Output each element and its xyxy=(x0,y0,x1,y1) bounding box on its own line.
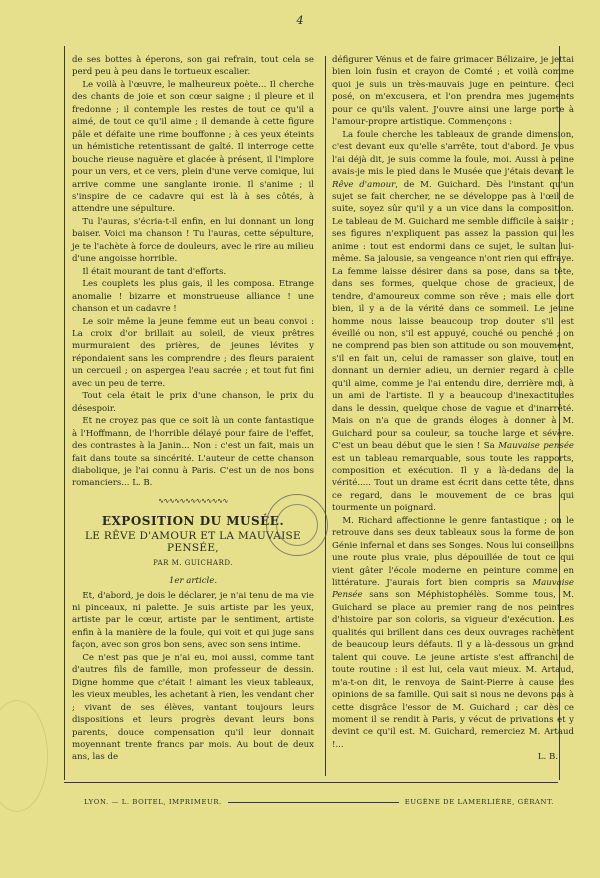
section-subtitle: LE RÊVE D'AMOUR ET LA MAUVAISE PENSÉE, xyxy=(84,529,301,555)
signature: L. B. xyxy=(537,752,558,763)
footer-dash xyxy=(228,802,399,803)
stamp-inner-ring xyxy=(276,504,318,546)
paragraph xyxy=(332,129,574,515)
left-column xyxy=(72,54,314,764)
paragraph: défigurer Vénus et de faire grimacer Bélizaire, je jettai bien loin fusin et crayon de Comté ; et voilà comme quoi je suis un très-mauvais juge en peinture. Ceci posé, on m'excusera, et l'on prendra mes jugements pour ce qu'ils valent. J'ouvre ainsi une large porte à l'amour-propre artistique. Commençons : xyxy=(332,55,574,128)
paragraph-text: sans son Méphistophélès. Somme tous, M. Guichard se place au premier rang de nos peintres d'histoire par son coloris, sa vigueur d'exécution. Les qualités qui brillent dans ces deux ouvrages rachètent de beaucoup leurs défauts. Il y a là-dessous un grand talent qui couve. Le jeune artiste s'est affranchi de toute routine : il est lui, cela vaut mieux. M. Artaud, m'a-t-on dit, le renvoya de Saint-Pierre à cause des opinions de sa famille. Qui sait si nous ne devons pas à cette disgrâce l'essor de M. Guichard ; car dès ce moment il se rendit à Paris, y vécut de privations et y devint ce qu'il est. M. Guichard, remerciez M. Artaud !... xyxy=(332,590,574,750)
page-number: 4 xyxy=(296,14,304,27)
paragraph-text: , de M. Guichard. Dès l'instant qu'un sujet se fait chercher, ne se développe pas à l'œil de suite, soyez sûr qu'il y a un vice dans la composition. Le tableau de M. Guichard me semble difficile à saisir ; ses figures n'expliquent pas assez la passion qui les anime : tout est endormi dans ce sujet, le sultan lui-même. Sa jalousie, sa vengeance n'ont rien qui effraye. La femme laisse désirer dans sa pose, dans sa tête, dans ses formes, quelque chose de gracieux, de tendre, d'amoureux comme son rêve ; mais elle dort bien, il y a de la vérité dans ce sommeil. Le jeune homme nous laisse beaucoup trop douter s'il est éveillé ou non, s'il est appuyé, couché ou penché ; on ne comprend pas bien son attitude ou son mouvement, s'il en fait un, celui de ramasser son glaive, tout en donnant un dernier adieu, un dernier regard à celle qu'il aime, comme je l'ai entendu dire, derrière moi, à un ami de l'artiste. Il y a beaucoup d'inexactitudes dans le dessin, quelque chose de vague et d'inarrêté. Mais on n'a que de grands éloges à donner à M. Guichard pour sa couleur, sa touche large et sévère. C'est un beau début que le sien ! Sa xyxy=(332,179,574,452)
painting-title: Mauvaise Pensée xyxy=(332,578,574,601)
paragraph: Et, d'abord, je dois le déclarer, je n'ai tenu de ma vie ni pinceaux, ni palette. Je suis artiste par les yeux, artiste par le cœur, artiste par le sentiment, artiste enfin à la manière de la foule, qui voit et qui juge sans façon, avec son gros bon sens, avec son sens intime. xyxy=(72,590,314,651)
manager-credit: EUGÈNE DE LAMERLIÈRE, GÉRANT. xyxy=(404,798,554,806)
paragraph xyxy=(72,415,314,490)
footer-rule xyxy=(64,782,558,783)
signature: L. B. xyxy=(132,478,153,489)
paragraph: Les couplets les plus gais, il les composa. Etrange anomalie ! bizarre et monstrueuse alliance ! une chanson et un cadavre ! xyxy=(72,279,314,315)
paragraph: Ce n'est pas que je n'ai eu, moi aussi, comme tant d'autres fils de famille, mon professeur de dessin. Digne homme que c'était ! aimant les vieux tableaux, les vieux meubles, les achetant à rien, les vendant cher ; vivant de ses élèves, vantant toujours leurs dispositions et leurs progrès devant leurs bons parents, douce compensation qu'il leur donnait moyennant trente francs par mois. Au bout de deux ans, las de xyxy=(72,652,314,763)
paragraph-text: La foule cherche les tableaux de grande dimension, c'est devant eux qu'elle s'arrête, tout d'abord. Je vous l'ai déjà dit, je suis comme la foule, moi. Aussi à peine avais-je mis le pied dans le Musée que j'étais devant le xyxy=(332,129,574,178)
printer-credit: LYON. — L. BOITEL, IMPRIMEUR. xyxy=(84,798,222,806)
paragraph-text: est un tableau remarquable, sous toute les rapports, composition et exécution. Il y a là-dedans de la vérité..... Tout un drame est écrit dans cette tête, dans ce regard, dans le mouvement de ce bras qui tourmente un poignard. xyxy=(332,453,574,514)
paragraph: Le voilà à l'œuvre, le malheureux poète... Il cherche des chants de joie et son cœur saigne ; il pleure et il fredonne ; il contemple les restes de tout ce qu'il a aimé, de tout ce qu'il aime ; il demande à cette figure pâle et défaite une rime bouffonne ; à ces yeux éteints un hémistiche retentissant de gaîté. Il interroge cette bouche rieuse naguère et glacée à présent, il l'implore pour un vers, et ce vers, plein d'une verve comique, lui arrive comme une sanglante ironie. Il s'anime ; il s'inspire de ce cadavre qui est là à ses côtés, à attendre une sépulture. xyxy=(72,79,314,215)
article-label: 1er article. xyxy=(168,576,218,587)
paragraph: Le soir même la jeune femme eut un beau convoi : La croix d'or brillait au soleil, de vieux prêtres murmuraient des prières, de jeunes lévites y répondaient sans les comprendre ; des fleurs paraient un cercueil ; on aspergea l'eau sacrée ; et tout fut fini avec un peu de terre. xyxy=(72,316,314,389)
column-divider xyxy=(325,56,326,776)
right-column xyxy=(332,54,574,764)
library-stamp xyxy=(266,494,328,556)
painting-title: Rêve d'amour xyxy=(332,179,396,190)
paragraph xyxy=(332,515,574,752)
paragraph-text: Et ne croyez pas que ce soit là un conte fantastique à l'Hoffmann, de l'horrible délayé pour faire de l'effet, des contrastes à la Janin... Non : c'est un fait, mais un fait dans toute sa sincérité. L'auteur de cette chanson diabolique, je l'ai connu à Paris. C'est un de nos bons romanciers... xyxy=(72,416,314,489)
paragraph-text: M. Richard affectionne le genre fantastique ; on le retrouve dans ses deux tableaux sous la forme de son Génie infernal et dans ses Songes. Nous lui conseillons une route plus vraie, plus dépouillée de tout ce qui vient gâter l'école moderne en peinture comme en littérature. J'aurais fort bien compris sa xyxy=(332,515,574,589)
tilde-rule: ∿∿∿∿∿∿∿∿∿∿∿∿∿ xyxy=(158,496,228,505)
section-author: PAR M. GUICHARD. xyxy=(153,558,233,567)
paragraph: Tout cela était le prix d'une chanson, le prix du désespoir. xyxy=(72,391,314,414)
faint-seal-mark xyxy=(0,700,48,812)
painting-title: Mauvaise pensée xyxy=(498,441,574,452)
footer xyxy=(84,798,554,806)
paragraph: Tu l'auras, s'écria-t-il enfin, en lui donnant un long baiser. Voici ma chanson ! Tu l'auras, cette sépulture, je te l'achète à force de douleurs, avec le rire au milieu d'une angoisse horrible. xyxy=(72,216,314,265)
section-title: EXPOSITION DU MUSÉE. xyxy=(101,514,285,529)
paragraph: Il était mourant de tant d'efforts. xyxy=(82,266,227,277)
paragraph: de ses bottes à éperons, son gai refrain, tout cela se perd peu à peu dans le tortueux escalier. xyxy=(72,55,314,78)
